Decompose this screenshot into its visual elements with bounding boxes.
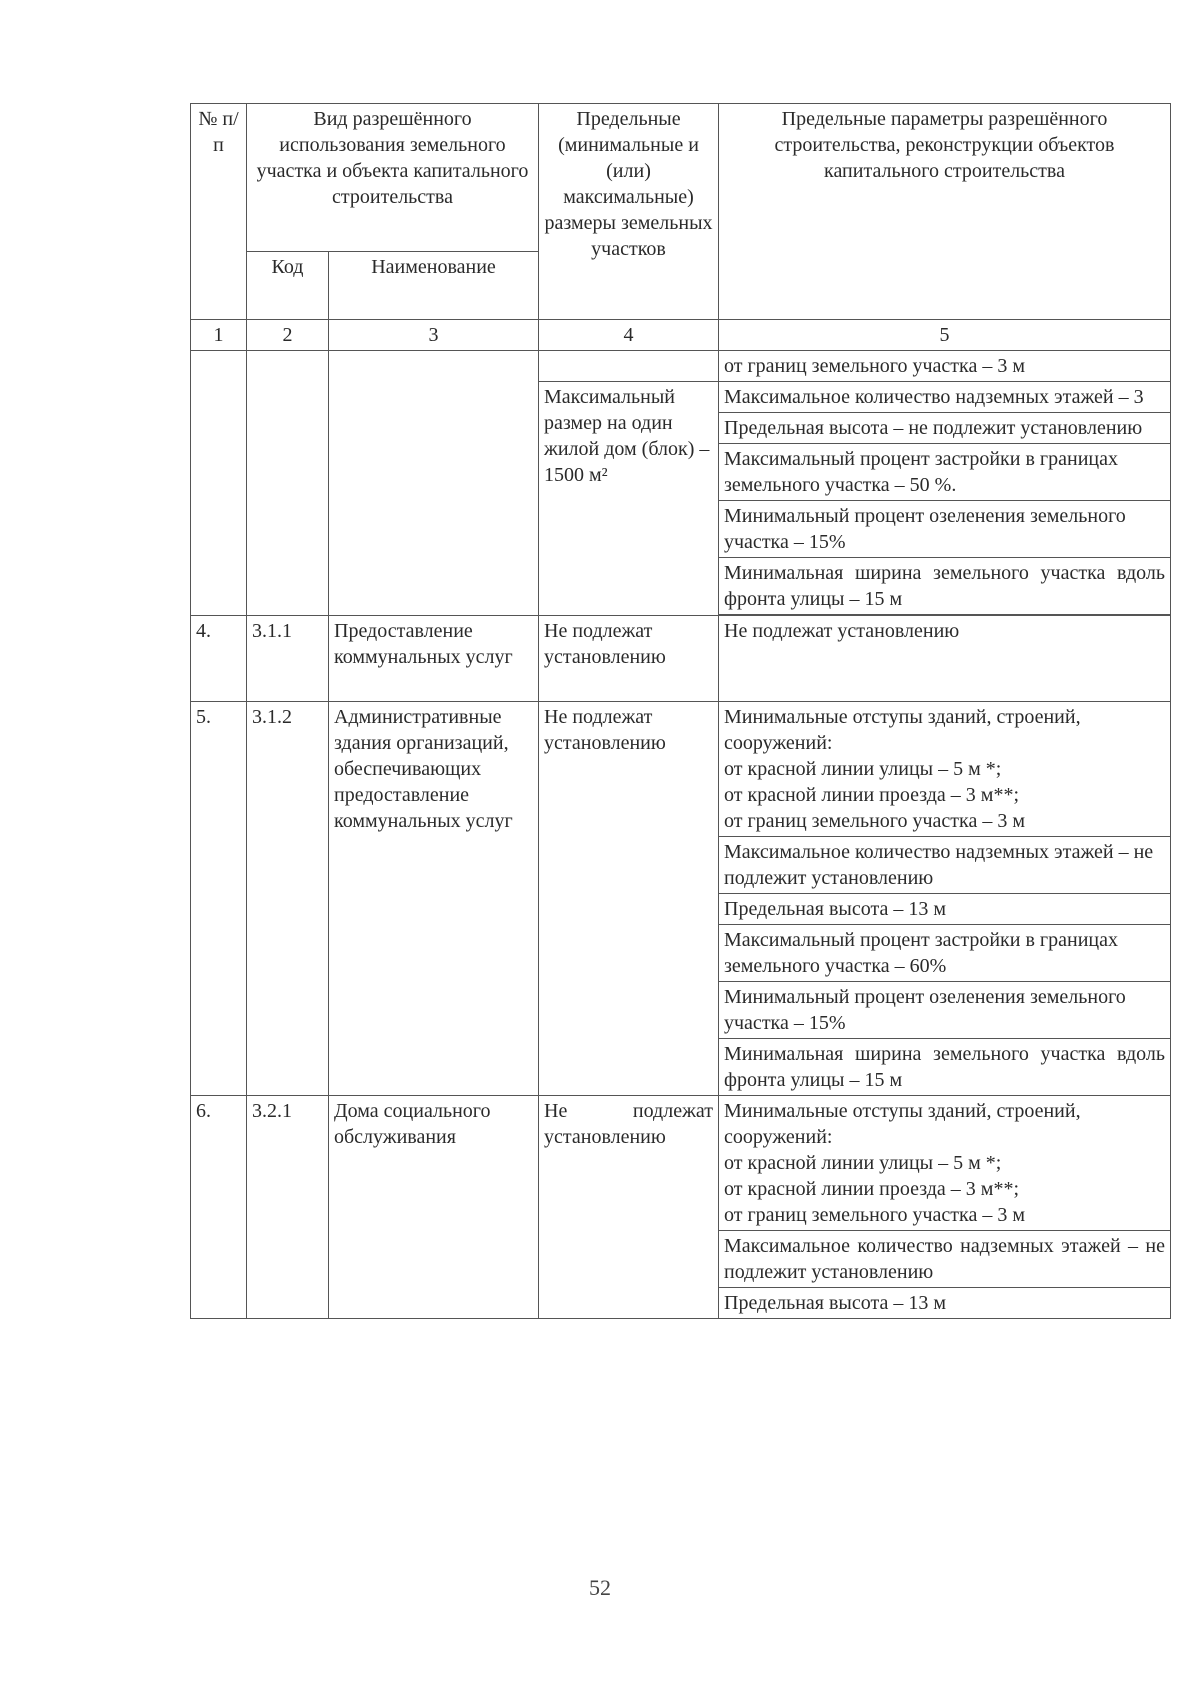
param-line: от красной линии проезда – 3 м**; <box>724 784 1020 806</box>
cell-name: Административные здания организаций, обеспечивающих предоставление коммунальных услуг <box>329 702 539 1096</box>
zoning-parameters-table <box>190 103 1171 1319</box>
cell-no <box>191 351 247 616</box>
col-number: 3 <box>329 320 539 351</box>
param-line: от границ земельного участка – 3 м <box>724 1204 1025 1226</box>
table-row <box>191 616 1171 702</box>
cell-param <box>719 702 1171 837</box>
cell-code: 3.1.2 <box>247 702 329 1096</box>
cell-name: Предоставление коммунальных услуг <box>329 616 539 702</box>
param-line: от красной линии проезда – 3 м**; <box>724 1178 1020 1200</box>
page-number: 52 <box>589 1575 611 1600</box>
cell-name <box>329 351 539 616</box>
cell-size: Не подлежат установлению <box>539 702 719 1096</box>
cell-size: Не подлежат установлению <box>539 616 719 702</box>
cell-param: Максимальное количество надземных этажей – 3 <box>719 382 1171 413</box>
cell-code: 3.2.1 <box>247 1096 329 1319</box>
header-params: Предельные параметры разрешённого строительства, реконструкции объектов капитального строительства <box>719 104 1171 320</box>
cell-param: Предельная высота – 13 м <box>719 1288 1171 1319</box>
cell-param: Минимальная ширина земельного участка вдоль фронта улицы – 15 м <box>719 1039 1171 1096</box>
cell-code <box>247 351 329 616</box>
cell-no: 6. <box>191 1096 247 1319</box>
col-number: 4 <box>539 320 719 351</box>
param-line: Минимальные отступы зданий, строений, сооружений: <box>724 706 1081 754</box>
cell-param: Минимальный процент озеленения земельного участка – 15% <box>719 982 1171 1039</box>
cell-param: Предельная высота – 13 м <box>719 894 1171 925</box>
table-row <box>191 1096 1171 1231</box>
cell-size <box>539 351 719 382</box>
cell-no: 5. <box>191 702 247 1096</box>
cell-size: Максимальный размер на один жилой дом (блок) – 1500 м² <box>539 382 719 616</box>
cell-param: Максимальное количество надземных этажей – не подлежит установлению <box>719 1231 1171 1288</box>
header-kod: Код <box>247 252 329 320</box>
col-number: 1 <box>191 320 247 351</box>
cell-param: от границ земельного участка – 3 м <box>719 351 1171 382</box>
param-line: Минимальные отступы зданий, строений, сооружений: <box>724 1100 1081 1148</box>
cell-name: Дома социального обслуживания <box>329 1096 539 1319</box>
cell-param: Минимальная ширина земельного участка вдоль фронта улицы – 15 м <box>719 558 1171 615</box>
cell-param <box>719 1096 1171 1231</box>
column-numbers-row <box>191 320 1171 351</box>
cell-no: 4. <box>191 616 247 702</box>
cell-size: Не подлежат установлению <box>539 1096 719 1319</box>
col-number: 2 <box>247 320 329 351</box>
cell-code: 3.1.1 <box>247 616 329 702</box>
param-line: от границ земельного участка – 3 м <box>724 810 1025 832</box>
header-name: Наименование <box>329 252 539 320</box>
cell-param: Предельная высота – не подлежит установлению <box>719 413 1171 444</box>
cell-param: Максимальное количество надземных этажей – не подлежит установлению <box>719 837 1171 894</box>
header-vid: Вид разрешённого использования земельного участка и объекта капитального строительства <box>247 104 539 252</box>
param-line: от красной линии улицы – 5 м *; <box>724 758 1002 780</box>
param-line: от красной линии улицы – 5 м *; <box>724 1152 1002 1174</box>
table-row <box>191 351 1171 382</box>
cell-param: Максимальный процент застройки в границах земельного участка – 50 %. <box>719 444 1171 501</box>
col-number: 5 <box>719 320 1171 351</box>
header-sizes: Предельные (минимальные и (или) максимальные) размеры земельных участков <box>539 104 719 320</box>
cell-param: Не подлежат установлению <box>719 616 1171 702</box>
cell-param: Минимальный процент озеленения земельного участка – 15% <box>719 501 1171 558</box>
cell-param: Максимальный процент застройки в границах земельного участка – 60% <box>719 925 1171 982</box>
header-no: № п/п <box>191 104 247 320</box>
header-row <box>191 104 1171 252</box>
table-row <box>191 702 1171 837</box>
